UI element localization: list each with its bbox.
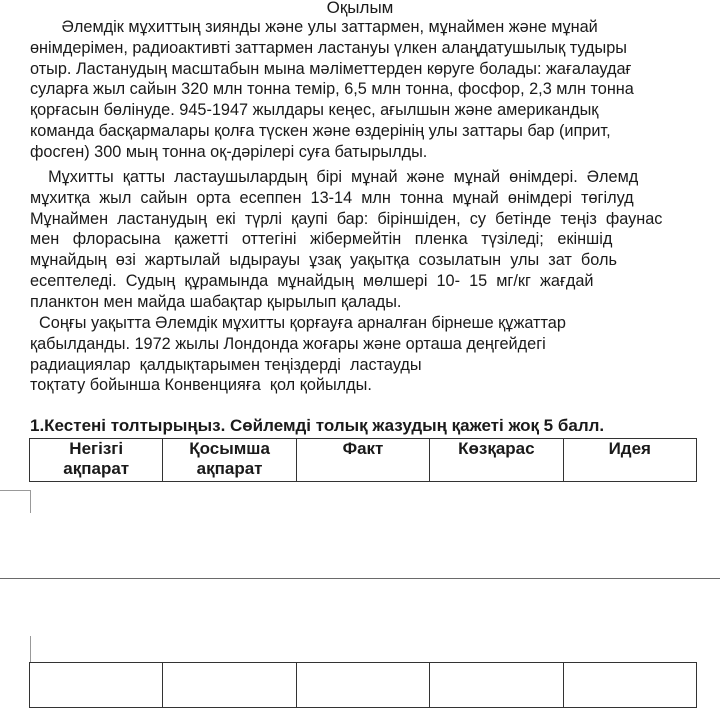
table-row [30,663,697,708]
text-line: мұнайдың өзі жартылай ыдырауы ұзақ уақытқа созылатын улы зат боль [30,251,617,270]
table-header-row [30,439,697,482]
table-header-cell [563,439,696,482]
text-line: өнімдерімен, радиоактивті заттармен ластануы үлкен алаңдатушылық тудыры [30,38,627,57]
table-header-cell [163,439,296,482]
text-line: Мұхитты қатты ластаушылардың бірі мұнай және мұнай өнімдері. Әлемд [30,168,639,186]
table-header-cell [30,439,163,482]
page-divider [0,578,720,579]
text-line: есептеледі. Судың құрамында мұнайдың мөлшері 10- 15 мг/кг жағдай [30,271,594,290]
header-text: Факт [342,439,384,458]
text-line: қорғасын бөлінуде. 945-1947 жылдары кеңес, ағылшын және американдық [30,101,599,120]
text-line: планктон мен майда шабақтар қырылып қалады. [30,292,402,311]
text-line: суларға жыл сайын 320 млн тонна темір, 6,5 млн тонна, фосфор, 2,3 млн тонна [30,80,634,99]
header-text: ақпарат [63,459,130,478]
answer-cell[interactable] [430,663,563,708]
text-line: Мұнаймен ластанудың екі түрлі қаупі бар: біріншіден, су бетінде теңіз фаунас [30,209,663,228]
answer-cell[interactable] [563,663,696,708]
header-text: Идея [608,439,651,458]
table-header-cell [430,439,563,482]
paragraph-2 [30,167,720,313]
header-text: Негізгі [69,439,124,458]
text-line: мен флорасына қажетті оттегіні жібермейтін пленка түзіледі; екіншід [30,230,613,249]
text-line: отыр. Ластанудың масштабын мына мәліметтерден көруге болады: жағалаудағ [30,59,632,78]
reading-title: Оқылым [326,0,394,17]
answer-table-header [29,438,697,482]
header-text: ақпарат [196,459,263,478]
text-line: мұхитқа жыл сайын орта есеппен 13-14 млн тонна мұнай өнімдері төгілуд [30,188,634,207]
text-line: Соңғы уақытта Әлемдік мұхитты қорғауға арналған бірнеше құжаттар [30,314,566,332]
text-line: радиациялар қалдықтарымен теңіздерді ластауды [30,355,422,374]
crop-mark [0,636,31,662]
answer-table-blank-row [29,662,697,708]
text-line: фосген) 300 мың тонна оқ-дәрілері суға батырылды. [30,142,428,161]
text-line: тоқтату бойынша Конвенцияға қол қойылды. [30,376,372,395]
table-header-cell [296,439,429,482]
text-line: команда басқармалары қолға түскен және өздерінің улы заттары бар (иприт, [30,121,611,140]
answer-cell[interactable] [163,663,296,708]
paragraph-3 [30,313,720,396]
paragraph-1 [30,17,720,163]
header-text: Қосымша [189,439,270,458]
answer-cell[interactable] [30,663,163,708]
text-line: Әлемдік мұхиттың зиянды және улы заттармен, мұнаймен және мұнай [30,18,598,36]
crop-mark [0,490,31,513]
header-text: Көзқарас [458,439,535,458]
text-line: қабылданды. 1972 жылы Лондонда жоғары және орташа деңгейдегі [30,334,546,353]
answer-cell[interactable] [296,663,429,708]
task-instruction: 1.Кестені толтырыңыз. Сөйлемді толық жазудың қажеті жоқ 5 балл. [30,416,605,435]
